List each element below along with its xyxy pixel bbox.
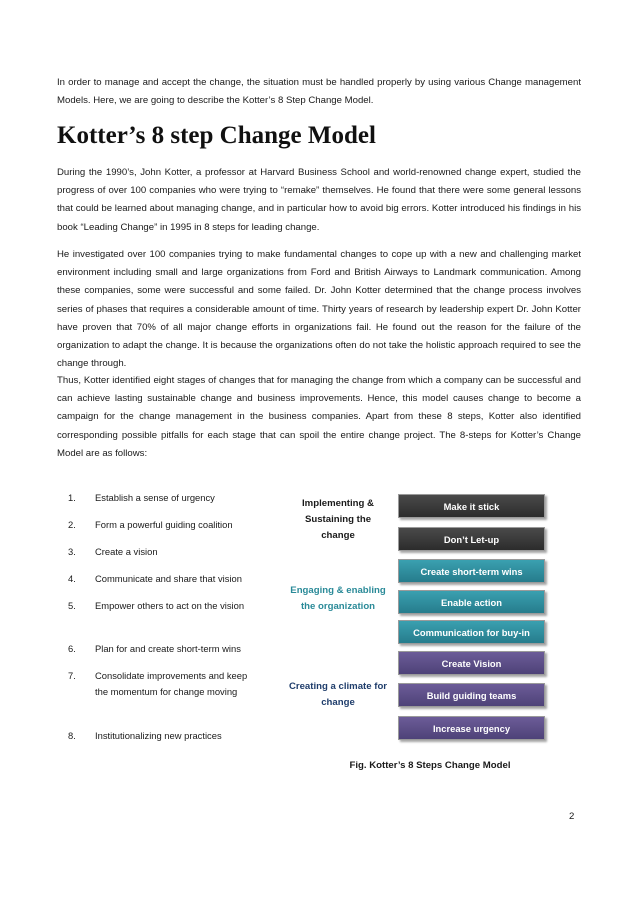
box-create-short-term-wins: Create short-term wins	[398, 559, 545, 583]
step-text: Institutionalizing new practices	[95, 730, 222, 741]
body-paragraph-3: Thus, Kotter identified eight stages of changes that for managing the change from which a company can be successful and can achieve lasting sustainable change and business improvements. Hence, this model causes change to become a campaign for the change management in the business companies. Apart from these 8 steps, Kotter also identified corresponding possible pitfalls for each stage that can spoil the entire change project. The 8-steps for Kotter’s Change Model are as follows:	[57, 375, 581, 459]
step-number: 8.	[68, 730, 76, 741]
step-text: Plan for and create short-term wins	[95, 643, 241, 654]
step-text: Consolidate improvements and keep the momentum for change moving	[95, 670, 248, 697]
step-text: Empower others to act on the vision	[95, 600, 245, 611]
figure-caption: Fig. Kotter’s 8 Steps Change Model	[349, 760, 511, 771]
step-number: 4.	[68, 573, 76, 584]
step-number: 5.	[68, 600, 76, 611]
step-text: Form a powerful guiding coalition	[95, 519, 233, 530]
step-number: 6.	[68, 643, 76, 654]
section-heading: Kotter’s 8 step Change Model	[57, 122, 376, 149]
box-create-vision: Create Vision	[398, 651, 545, 675]
step-text: Communicate and share that vision	[95, 573, 242, 584]
intro-paragraph: In order to manage and accept the change, the situation must be handled properly by using various Change management Models. Here, we are going to describe the Kotter’s 8 Step Change Model.	[57, 77, 581, 107]
group-label-climate: Creating a climate for change	[288, 681, 388, 708]
box-communication-for-buy-in: Communication for buy-in	[398, 620, 545, 644]
step-number: 3.	[68, 546, 76, 557]
box-increase-urgency: Increase urgency	[398, 716, 545, 740]
page-number: 2	[569, 811, 575, 822]
box-make-it-stick: Make it stick	[398, 494, 545, 518]
step-text: Create a vision	[95, 546, 158, 557]
body-paragraph-1: During the 1990’s, John Kotter, a professor at Harvard Business School and world-renowned change expert, studied the progress of over 100 companies who were trying to “remake” themselves. He found that there were some general lessons that could be learned about managing change, and in particular how to avoid big errors. Kotter introduced his findings in his book “Leading Change” in 1995 in 8 steps for leading change.	[57, 167, 581, 233]
group-label-implementing: Implementing & Sustaining the change	[302, 498, 374, 541]
step-text: Establish a sense of urgency	[95, 492, 215, 503]
step-number: 2.	[68, 519, 76, 530]
box-build-guiding-teams: Build guiding teams	[398, 683, 545, 707]
box-dont-let-up: Don’t Let-up	[398, 527, 545, 551]
box-enable-action: Enable action	[398, 590, 545, 614]
group-label-engaging: Engaging & enabling the organization	[290, 585, 386, 612]
step-number: 7.	[68, 670, 76, 681]
step-number: 1.	[68, 492, 76, 503]
body-paragraph-2: He investigated over 100 companies trying to make fundamental changes to cope up with a new and challenging market environment including small and large organizations from Ford and British Airways to Landmark communication. Among these companies, some were successful and some failed. Dr. John Kotter determined that the change process involves series of phases that requires a considerable amount of time. Thirty years of research by leadership expert Dr. John Kotter have proven that 70% of all major change efforts in organizations fail. He found out the reason for the failure of the organization to adapt the change. It is because the organizations often do not take the holistic approach required to see the change through.	[57, 249, 581, 370]
